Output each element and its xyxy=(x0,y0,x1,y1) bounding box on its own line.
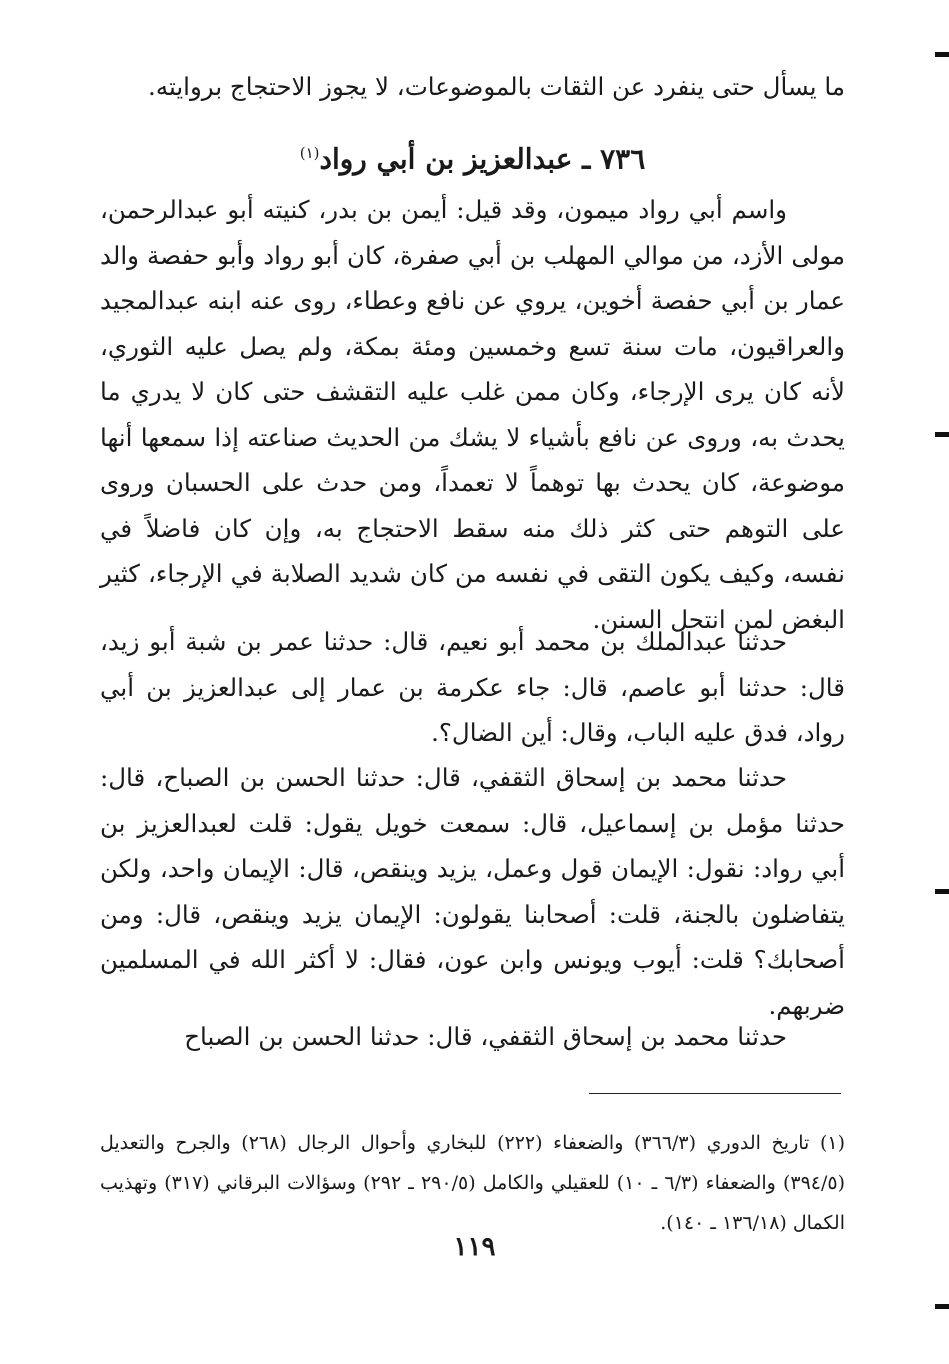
footnote-marker: (١) xyxy=(299,144,320,162)
narration-paragraph: حدثنا عبدالملك بن محمد أبو نعيم، قال: حدثنا عمر بن شبة أبو زيد، قال: حدثنا أبو عاصم، قال: جاء عكرمة بن عمار إلى عبدالعزيز بن أبي رواد، فدق عليه الباب، وقال: أين الضال؟. xyxy=(100,627,845,747)
biography-paragraph: واسم أبي رواد ميمون، وقد قيل: أيمن بن بدر، كنيته أبو عبدالرحمن، مولى الأزد، من موالي المهلب بن أبي صفرة، كان أبو رواد وأبو حفصة والد عمار بن أبي حفصة أخوين، يروي عن نافع وعطاء، روى عنه ابنه عبدالمجيد والعراقيون، مات سنة تسع وخمسين ومئة بمكة، ولم يصل عليه الثوري، لأنه كان يرى الإرجاء، وكان ممن غلب عليه التقشف حتى كان لا يدري ما يحدث به، وروى عن نافع بأشياء لا يشك من الحديث صناعته إذا سمعها أنها موضوعة، كان يحدث بها توهماً لا تعمداً، ومن حدث على الحسبان وروى على التوهم حتى كثر ذلك منه سقط الاحتجاج به، وإن كان فاضلاً في نفسه، وكيف يكون التقى في نفسه من كان شديد الصلابة في الإرجاء، كثير البغض لمن انتحل السنن. xyxy=(100,195,845,634)
scan-edge-mark xyxy=(935,889,949,894)
page-number: ١١٩ xyxy=(453,1232,496,1262)
entry-title: ٧٣٦ ـ عبدالعزيز بن أبي رواد xyxy=(319,142,646,176)
continuation-line: ما يسأل حتى ينفرد عن الثقات بالموضوعات، لا يجوز الاحتجاج بروايته. xyxy=(148,72,845,101)
scan-edge-mark xyxy=(935,432,949,437)
footnote-separator xyxy=(589,1093,841,1094)
scan-edge-mark xyxy=(935,1304,949,1309)
narration-paragraph: حدثنا محمد بن إسحاق الثقفي، قال: حدثنا الحسن بن الصباح، قال: حدثنا مؤمل بن إسماعيل، قال: سمعت خويل يقول: قلت لعبدالعزيز بن أبي رواد: نقول: الإيمان قول وعمل، يزيد وينقص، قال: الإيمان واحد، ولكن يتفاضلون بالجنة، قلت: أصحابنا يقولون: الإيمان يزيد وينقص، قال: ومن أصحابك؟ قلت: أيوب ويونس وابن عون، فقال: لا أكثر الله في المسلمين ضربهم. xyxy=(100,763,845,1020)
entry-heading xyxy=(100,128,845,184)
scan-edge-mark xyxy=(935,52,949,57)
narration-paragraph: حدثنا محمد بن إسحاق الثقفي، قال: حدثنا الحسن بن الصباح xyxy=(184,1022,787,1051)
footnote: (١) تاريخ الدوري (٣٦٦/٣) والضعفاء (٢٢٢) للبخاري وأحوال الرجال (٢٦٨) والجرح والتعديل (٣٩٤/٥) والضعفاء (٦/٣ ـ ١٠) للعقيلي والكامل (٢٩٠/٥ ـ ٢٩٢) وسؤالات البرقاني (٣١٧) وتهذيب الكمال (١٣٦/١٨ ـ ١٤٠). xyxy=(100,1132,846,1234)
